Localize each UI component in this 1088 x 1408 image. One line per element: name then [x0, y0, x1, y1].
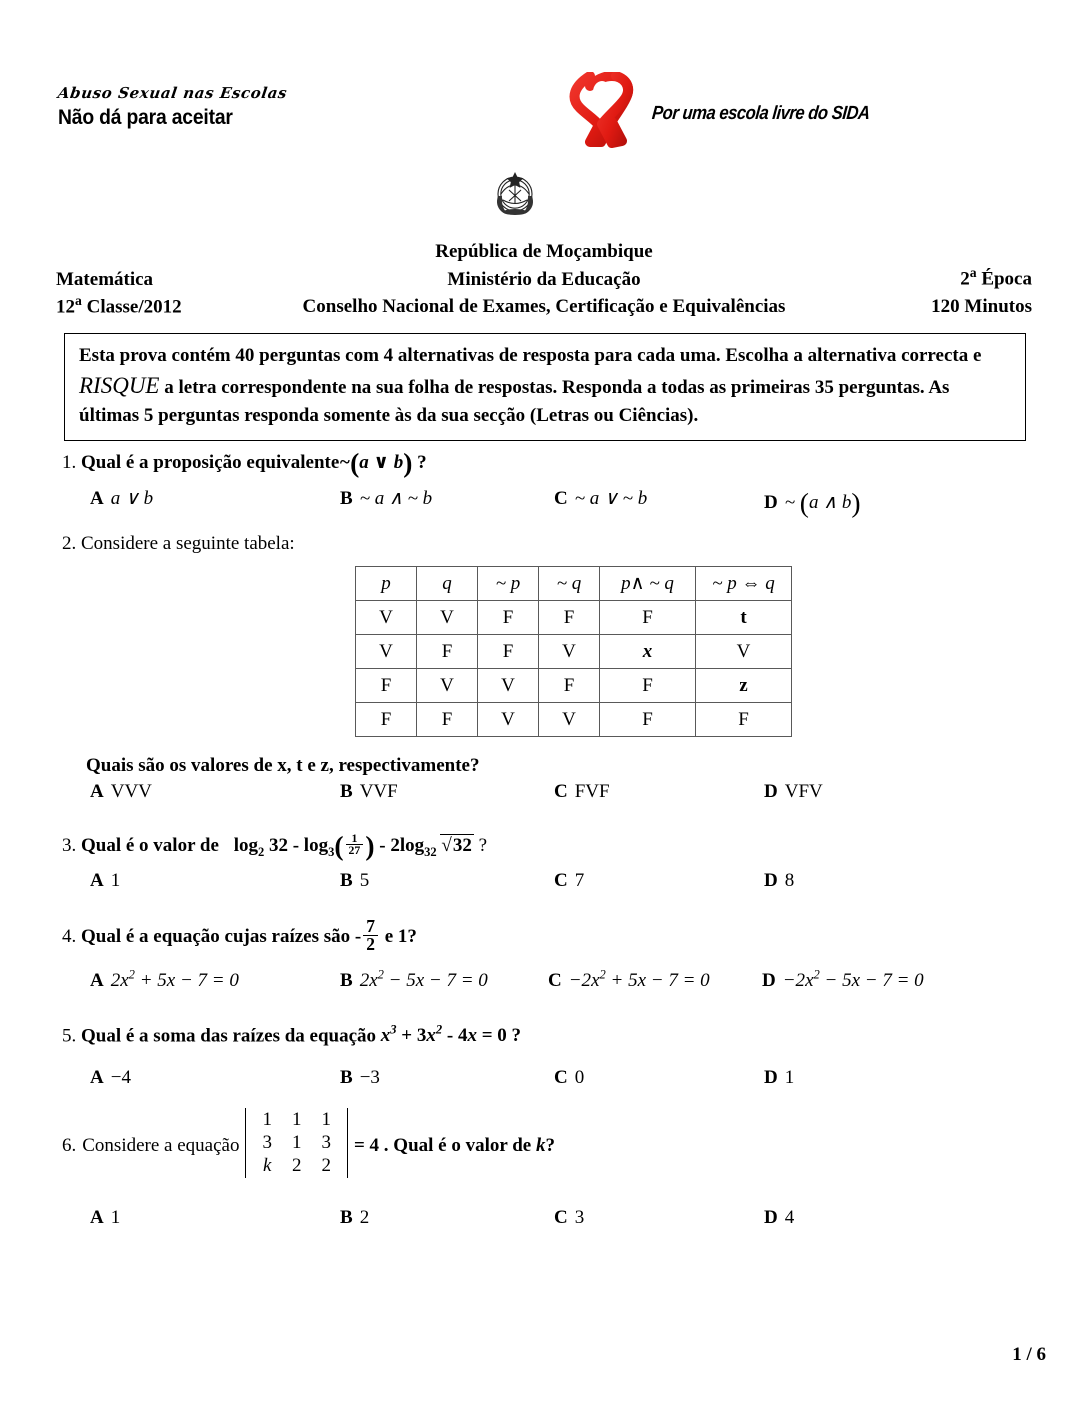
campaign-banner-left [58, 84, 418, 130]
option-1-C[interactable]: C ~ a ∨ ~ b [554, 487, 648, 509]
option-3-D[interactable]: D 8 [764, 869, 795, 891]
cell-r0c2: F [478, 601, 539, 635]
question-6-text: Considere a equação [82, 1135, 240, 1157]
option-2-A-text: VVV [110, 780, 152, 802]
question-1 [62, 445, 1042, 521]
cell-r2c4: F [600, 669, 696, 703]
question-4-fraction [363, 918, 378, 954]
campaign-sida-text: Por uma escola livre do SIDA [651, 103, 871, 124]
det-r0c2: 1 [321, 1109, 331, 1130]
option-3-A[interactable]: A 1 [90, 869, 121, 891]
council-label: Conselho Nacional de Exames, Certificação e Equivalências [302, 296, 786, 318]
option-3-B-text: 5 [359, 869, 370, 891]
determinant-row [252, 1108, 341, 1131]
question-2-number: 2. [62, 533, 77, 554]
instructions-part2: a letra correspondente na sua folha de respostas. Responda a todas as primeiras 35 perguntas. As últimas 5 perguntas responda somente às da sua secção (Letras ou Ciências). [79, 376, 950, 426]
option-5-D-text: 1 [784, 1067, 795, 1089]
question-3-number: 3. [62, 834, 77, 856]
campaign-banner-right [560, 72, 899, 148]
determinant-result: 4 [369, 1135, 380, 1157]
question-1-stem: 1. Qual é a proposição equivalente~(a ∨ b) ? [62, 447, 427, 478]
option-2-A[interactable]: A VVV [90, 780, 152, 802]
determinant-matrix [245, 1108, 348, 1185]
cell-r1c2: F [478, 635, 539, 669]
option-2-B[interactable]: B VVF [340, 780, 398, 802]
option-2-D-text: VFV [784, 780, 823, 802]
option-4-C[interactable]: $C -2x^2 + 5x - 7 = 0$ [548, 967, 710, 992]
campaign-bold-text: Não dá para aceitar [58, 106, 233, 129]
cell-r2c3: F [539, 669, 600, 703]
option-5-C-text: 0 [574, 1067, 585, 1089]
option-5-A-text: −4 [110, 1067, 131, 1089]
table-row [356, 703, 792, 737]
option-1-D[interactable]: D ~ (a ∧ b) [764, 486, 861, 518]
option-2-D[interactable]: D VFV [764, 780, 823, 802]
question-5-text: Qual é a soma das raízes da equação [81, 1025, 377, 1047]
cell-r2c5-unknown-z: z [696, 669, 792, 703]
question-2-stem [62, 532, 1042, 557]
option-5-A[interactable]: A −4 [90, 1067, 131, 1089]
option-5-B-text: −3 [359, 1067, 380, 1089]
question-5-options [62, 1067, 1042, 1101]
option-6-B-text: 2 [359, 1207, 370, 1229]
option-5-B[interactable]: B −3 [340, 1067, 380, 1089]
cell-r0c4: F [600, 601, 696, 635]
option-1-B-text: ~ a ∧ ~ b [359, 487, 433, 509]
cell-r3c1: F [417, 703, 478, 737]
fraction-numerator: 7 [363, 918, 378, 936]
det-r0c0: 1 [262, 1109, 272, 1130]
question-1-text: Qual é a proposição equivalente [81, 451, 340, 473]
country-title: República de Moçambique [435, 241, 653, 262]
option-2-B-text: VVF [359, 780, 398, 802]
epoch-label: 2$^a$ Época [960, 265, 1032, 290]
option-1-A[interactable]: A a ∨ b [90, 487, 154, 509]
cell-r0c1: V [417, 601, 478, 635]
question-6-stem [62, 1108, 1042, 1185]
question-3-expression: $\log_2 32 - \log_3$( $\frac{1}{27}$ ) - $2\log_{32}$ √32 [233, 830, 472, 861]
cell-r1c3: V [539, 635, 600, 669]
option-6-D[interactable]: D 4 [764, 1207, 795, 1229]
option-5-C[interactable]: C 0 [554, 1067, 585, 1089]
page-number: 1 / 6 [1012, 1344, 1046, 1365]
question-3-stem: 3. Qual é o valor de $\log_2 32 - \log_3$( $\frac{1}{27}$ ) - $2\log_{32}$ √32 ? [62, 830, 488, 861]
option-5-D[interactable]: D 1 [764, 1067, 795, 1089]
option-2-C-text: FVF [574, 780, 610, 802]
question-6-text-tail: = 4 . Qual é o valor de k? [353, 1135, 555, 1157]
cell-r0c0: V [356, 601, 417, 635]
table-row [356, 669, 792, 703]
truth-table-header-q: q [417, 567, 478, 601]
cell-r1c1: F [417, 635, 478, 669]
question-2-subquestion-block [62, 754, 1042, 815]
option-3-A-text: 1 [110, 869, 121, 891]
campaign-script-text: Abuso Sexual nas Escolas [56, 84, 289, 102]
option-4-D[interactable]: $D -2x^2 - 5x - 7 = 0$ [762, 967, 924, 992]
truth-table [355, 566, 792, 737]
cell-r2c2: V [478, 669, 539, 703]
det-r2c2: 2 [321, 1155, 331, 1177]
ministry-label: Ministério da Educação [447, 268, 641, 290]
det-r1c2: 3 [321, 1132, 331, 1154]
instructions-part1: Esta prova contém 40 perguntas com 4 alternativas de resposta para cada uma. Escolha a alternativa correcta e [79, 345, 982, 366]
option-6-A[interactable]: A 1 [90, 1207, 121, 1229]
det-r0c1: 1 [291, 1109, 302, 1130]
option-1-A-text: a ∨ b [110, 487, 154, 509]
question-4-stem: 4. Qual é a equação cujas raízes são - $\frac{7}{2}$ e 1? [62, 916, 417, 955]
question-5-equation: $x^3 + 3x^2 - 4x = 0$ ? [380, 1023, 522, 1047]
option-3-D-text: 8 [784, 869, 795, 891]
option-6-D-text: 4 [784, 1207, 795, 1229]
question-6-number: 6. [62, 1135, 77, 1157]
truth-table-header-p-and-not-q: p∧ ~ q [600, 567, 696, 601]
cell-r3c4: F [600, 703, 696, 737]
option-6-A-text: 1 [110, 1207, 121, 1229]
option-6-C-text: 3 [574, 1207, 585, 1229]
question-5 [62, 1022, 1042, 1101]
question-3-options [62, 870, 1042, 904]
option-3-C-text: 7 [574, 869, 585, 891]
question-1-options [62, 487, 1042, 521]
question-5-number: 5. [62, 1025, 77, 1047]
question-6 [62, 1108, 1042, 1241]
cell-r0c3: F [539, 601, 600, 635]
header-row-council [56, 292, 1032, 320]
option-6-B[interactable]: B 2 [340, 1207, 370, 1229]
cell-r3c0: F [356, 703, 417, 737]
determinant-row [252, 1154, 341, 1177]
option-4-A[interactable]: A $2x^2 + 5x - 7 = 0$ [90, 967, 239, 992]
cell-r2c1: V [417, 669, 478, 703]
cell-r3c5: F [696, 703, 792, 737]
option-3-C[interactable]: C 7 [554, 869, 585, 891]
option-3-B[interactable]: B 5 [340, 869, 370, 891]
instructions-emphasis: RISQUE [79, 372, 160, 398]
option-6-C[interactable]: C 3 [554, 1207, 585, 1229]
question-2-text: Considere a seguinte tabela: [81, 533, 295, 554]
det-r2c0: k [263, 1155, 272, 1177]
question-2-subquestion: Quais são os valores de x, t e z, respectivamente? [86, 755, 480, 776]
cell-r0c5-unknown-t: t [696, 601, 792, 635]
question-4-options [62, 968, 1042, 1002]
option-4-B[interactable]: B $2x^2 - 5x - 7 = 0$ [340, 967, 488, 992]
table-row [356, 635, 792, 669]
cell-r1c0: V [356, 635, 417, 669]
question-5-stem [62, 1022, 1042, 1049]
det-r2c1: 2 [291, 1155, 302, 1177]
cell-r1c5: V [696, 635, 792, 669]
truth-table-header-not-p: ~ p [478, 567, 539, 601]
question-2-options [62, 781, 1042, 815]
question-4-number: 4. [62, 926, 77, 948]
question-4-text-tail: e 1? [384, 926, 417, 948]
question-1-number: 1. [62, 451, 77, 473]
header-row-ministry [56, 264, 1032, 292]
determinant-row [252, 1131, 341, 1154]
truth-table-header-p: p [356, 567, 417, 601]
question-3 [62, 828, 1042, 904]
cell-r1c4-unknown-x: x [600, 635, 696, 669]
det-r1c0: 3 [262, 1132, 272, 1154]
cell-r3c2: V [478, 703, 539, 737]
option-2-C[interactable]: C FVF [554, 780, 610, 802]
question-4-text: Qual é a equação cujas raízes são [81, 926, 351, 948]
truth-table-header-not-p-iff-q: ~ p ⇔ q [696, 567, 792, 601]
question-2 [62, 532, 1042, 557]
det-r1c1: 1 [291, 1132, 302, 1154]
document-header [56, 240, 1032, 320]
grade-year-label: 12$^a$ Classe/2012 [56, 292, 182, 318]
truth-table-header-not-q: ~ q [539, 567, 600, 601]
subject-label: Matemática [56, 268, 154, 290]
truth-table-header-row [356, 567, 792, 601]
question-3-text: Qual é o valor de [81, 834, 219, 856]
cell-r2c0: F [356, 669, 417, 703]
aids-ribbon-icon [560, 72, 646, 148]
duration-label: 120 Minutos [931, 296, 1032, 318]
mozambique-coat-of-arms-icon [489, 166, 541, 222]
option-1-B[interactable]: B ~ a ∧ ~ b [340, 487, 433, 509]
instructions-box [64, 333, 1026, 441]
fraction-denominator: 2 [366, 934, 375, 955]
option-1-C-text: ~ a ∨ ~ b [574, 487, 648, 509]
table-row [356, 601, 792, 635]
question-4 [62, 918, 1042, 1002]
cell-r3c3: V [539, 703, 600, 737]
question-6-options [62, 1207, 1042, 1241]
